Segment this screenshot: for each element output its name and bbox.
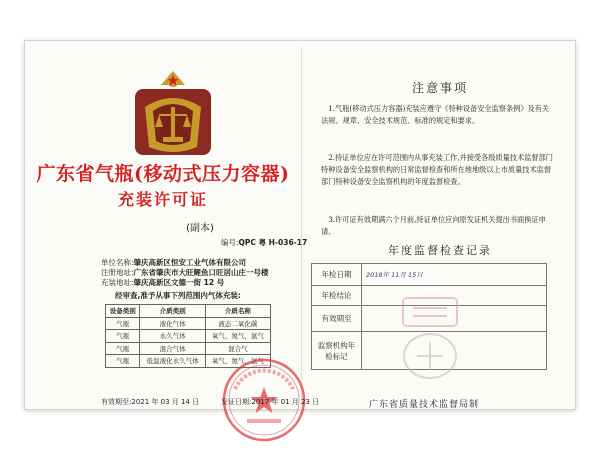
inspection-date-label: 年检日期 [312,264,362,286]
inspection-stamp-icon [395,294,465,384]
approved-scope-text: 经审查,准予从事下列范围内气体充装: [115,291,241,300]
table-row [312,264,547,286]
header-equipment-type: 设备类别 [106,305,140,318]
certificate-left-page [25,41,320,411]
inspection-result-label: 年检结论 [312,286,362,306]
inspection-date-value: 2018年 11月 15日 [362,264,547,286]
table-cell: 气瓶 [106,317,140,330]
table-row [106,317,271,330]
filling-address-value: 肇庆高新区文德一街 12 号 [133,278,225,287]
certificate [24,40,576,410]
certificate-right-page [303,41,577,411]
valid-until-label: 有效期至: [101,398,132,406]
certificate-number [221,237,307,248]
quality-supervision-emblem-icon [133,67,213,159]
issue-date-label: 发证日期: [221,398,252,406]
note-item: 1.气瓶(移动式压力容器)充装应遵守《特种设备安全监察条例》及有关法规、规章、安全技术规范、标准的规定和要求。 [321,104,550,125]
table-row [106,330,271,343]
registered-address-value: 广东省肇庆市大旺鲤鱼口旺居山庄一号楼 [133,268,269,277]
valid-until-line [101,397,199,407]
table-cell: 气瓶 [106,330,140,343]
copy-label: (副本) [186,223,214,234]
table-cell: 液化气体 [140,317,205,330]
table-cell: 液态二氧化碳 [205,317,270,330]
notes-title: 注意事项 [411,81,468,95]
table-cell: 低温液化永久气体 [140,355,205,368]
table-row [106,342,271,355]
inspection-org-label: 监察机构年检标记 [312,332,362,370]
filling-address-label: 充装地址: [101,278,134,287]
table-cell: 氧气、氮气、氩气 [205,355,270,368]
table-cell: 氧气、氮气、氩气 [205,330,270,343]
table-cell: 气瓶 [106,342,140,355]
note-item: 3.许可证有效期满六个月前,持证单位应向原发证机关提出书面换证申请。 [321,215,546,236]
inspection-valid-label: 有效期至 [312,306,362,332]
unit-name-value: 肇庆高新区恒安工业气体有限公司 [133,258,247,267]
certificate-number-value: QPC 粤 H-036-17 [238,238,308,247]
header-medium-name: 介质名称 [205,305,270,318]
table-cell: 气瓶 [106,355,140,368]
certificate-number-label: 编号: [221,238,239,247]
issue-date-value: 2017 年 01 月 23 日 [251,398,320,406]
issuing-bureau-name: 广东省质量技术监督局制 [369,400,480,410]
filling-address-line [101,277,224,288]
note-item: 2.持证单位应在许可范围内从事充装工作,并接受各级质量技术监督部门特种设备安全监察机构的日常监督检查和所在地地级以上市质量技术监督部门特种设备安全监察机构的年度监督检查。 [321,153,553,186]
registered-address-label: 注册地址: [101,268,134,277]
gas-table-header-row [106,305,271,318]
valid-until-value: 2021 年 03 月 14 日 [131,398,200,406]
header-medium-category: 介质类别 [140,305,205,318]
certificate-title: 广东省气瓶(移动式压力容器) [36,163,290,185]
table-cell: 混合气体 [140,342,205,355]
certificate-subtitle: 充装许可证 [117,190,208,209]
inspection-record-title: 年度监督检查记录 [388,244,492,257]
table-cell: 永久气体 [140,330,205,343]
table-cell: 混合气 [205,342,270,355]
unit-name-label: 单位名称: [101,258,134,267]
